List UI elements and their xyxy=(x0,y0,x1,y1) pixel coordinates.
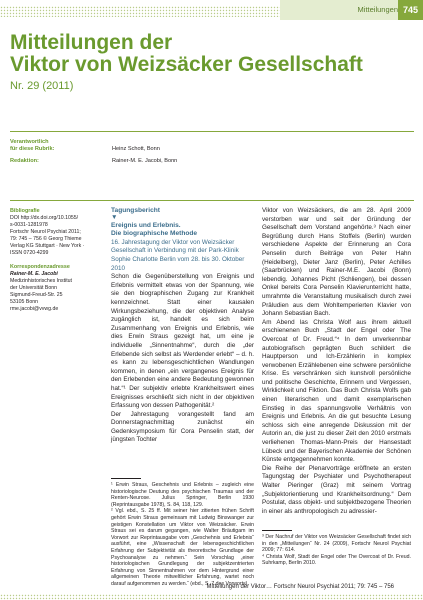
correspondence-address: Medizinhistorisches Institut der Universität Bonn Sigmund-Freud-Str. 25 53105 Bonn rme.jacobi@vvwg.de xyxy=(10,278,72,312)
article-column-1 xyxy=(111,207,254,445)
article-title: Ereignis und Erlebnis. Die biographische Methode xyxy=(111,222,198,238)
bibliografie-heading: Bibliografie xyxy=(10,208,40,214)
issue-number: Nr. 29 (2011) xyxy=(10,80,74,92)
page-title xyxy=(10,32,410,76)
article-lead: 16. Jahrestagung der Viktor von Weizsäcker Gesellschaft in Verbindung mit der Park-Klinik Sophie Charlotte Berlin vom 28. bis 30. Oktober 2010 xyxy=(111,238,245,272)
bibliografie-text: DOI http://dx.doi.org/10.1055/ s-0031-1281978 Fortschr Neurol Psychiat 2011; 79: 745 – 756 © Georg Thieme Verlag KG Stuttgart · New York · ISSN 0720-4299 xyxy=(10,215,85,256)
editor-label: Redaktion: xyxy=(10,158,39,164)
header-section-label: Mitteilungen xyxy=(357,5,398,14)
footnote-rule-1 xyxy=(111,478,141,479)
correspondence-name: Rainer-M. E. Jacobi xyxy=(10,271,58,277)
article-body-col-2: Viktor von Weizsäckers, die am 28. April 2009 verstorben war und seit der Gründung der Gesellschaft dem Vorstand angehörte.³ Nach einer Begrüßung durch Hans Stoffels (Berlin) wurden verschiedene Aspekte der Erinnerung an Cora Penselin durch Beiträge von Peter Hahn (Heidelberg), Dieter Janz (Berlin), Peter Achilles (Saarbrücken) und Rainer-M.E. Jacobi (Bonn) lebendig. Johannes Picht (Schliengen), bei dessen Onkel bereits Cora Penselin Klavierunterricht hatte, umrahmte die Veranstaltung musikalisch durch zwei Präludien aus dem Wohltemperierten Klavier von Johann Sebastian Bach. Am Abend las Christa Wolf aus ihrem aktuell erschienenen Buch „Stadt der Engel oder The Overcoat of Dr. Freud.“⁴ In dem unverkennbar autobiografisch geprägten Buch schildert die Hauptperson und Ich-Erzählerin in komplex verwobenen Erzählebenen eine schwere persönliche Krise. Es verschränken sich kunstvoll persönliche und politische Geschichte, Erinnern und Vergessen, Wirklichkeit und Fiktion. Das Buch Christa Wolfs gab einen literarischen und damit exemplarischen Einstieg in das spannungsvolle Verhältnis von Ereignis und Erlebnis. An die gut besuchte Lesung schloss sich eine anregende Diskussion mit der Autorin an, die just zu dieser Zeit den 2010 erstmals verliehenen Thomas-Mann-Preis der Hansestadt Lübeck und der Bayerischen Akademie der Schönen Künste entgegennehmen konnte. Die Reihe der Plenarvorträge eröffnete an ersten Tagungstag der Psychiater und Psychotherapeut Walter Pieringer (Graz) mit seinem Vortrag „Subjektorientierung und Krankheitsordnung.“ Dem Postulat, dass objekt- und subjektbezogene Theorien in einer als anthropologisch zu adressier- xyxy=(262,207,411,515)
responsible-value: Heinz Schott, Bonn xyxy=(112,146,160,152)
footnotes-col-2: ³ Der Nachruf der Viktor von Weizsäcker Gesellschaft findet sich in den „Mitteilungen“ Nr. 24 (2009), Fortschr Neurol Psychiat 2009; 77: 614. ⁴ Christa Wolf, Stadt der Engel oder The Overcoat of Dr. Freud. Suhrkamp, Berlin 2010. xyxy=(262,534,411,567)
article-section-label: Tagungsbericht xyxy=(111,207,160,214)
correspondence-heading: Korrespondenzadresse xyxy=(10,264,70,270)
footnotes-col-1: ¹ Erwin Straus, Geschehnis und Erlebnis – zugleich eine historiologische Deutung des psychischen Traumas und der Renten-Neurose. Julius Springer, Berlin 1930 (Reprintausgabe 1978), S. 84, 118, 129. ² Vgl. ebd., S. 25 ff. Mit seiner hier zitierten frühen Schrift gehört Erwin Straus gemeinsam mit Ludwig Binswanger zur geistigen Konstellation um Viktor von Weizsäcker. Erwin Straus sei es darum gegangen, wie Walter Bräutigam im Vorwort zur Reprintausgabe vom „Geschehnis und Erlebnis“ ausführt, eine „Wissenschaft der lebensgeschichtlichen Erfahrung der Subjektivität als theoretische Grundlage der Psychoanalyse zu nehmen.“ Sein Vorschlag „einer historiologischen Grundlegung der subjektzentrierten Erfahrung von Sinnentnahmen vor dem Hintergrund einer allgemeinen Theorie mitweltlicher Erfahrung, wartet noch darauf aufgenommen zu werden.“ (ebd., S. 7 des Vorworts). xyxy=(111,482,254,587)
footer-citation: Mitteilungen der Viktor… Fortschr Neurol Psychiat 2011; 79: 745 – 756 xyxy=(206,584,394,590)
page-number: 745 xyxy=(398,0,423,20)
page-title-line-2: Viktor von Weizsäcker Gesellschaft xyxy=(10,53,363,76)
responsible-label: Verantwortlich für diese Rubrik: xyxy=(10,139,55,152)
article-body-col-1: Schon die Gegenüberstellung von Ereignis und Erlebnis vermittelt etwas von der Spannung, wie sie den biographischen Zugang zur Krankheit kennzeichnet. Statt einer kausalen Wirkungsbeziehung, die der objektiven Analyse zugänglich ist, handelt es sich beim Zusammenhang von Ereignis und Erlebnis, wie dies Erwin Straus gezeigt hat, um eine je individuelle „Sinnentnahme“, durch die „der Erlebende sich selbst als Werdender erlebt“ – d. h. es kann zu lebensgeschichtlichen Wandlungen kommen, in denen „ein vergangenes Ereignis für den Erlebenden eine andere Bedeutung gewonnen hat.“¹ Der subjektiv erlebte Krankheitswert eines Ereignisses erschließt sich nicht in der objektiven Erfassung von dessen Pathogenität.² Der Jahrestagung vorangestellt fand am Donnerstagnachmittag zunächst ein Gedenksymposium für Cora Penselin statt, der jüngsten Tochter xyxy=(111,273,254,444)
separator-bottom xyxy=(10,200,414,201)
footnote-rule-2 xyxy=(262,530,292,531)
page-title-line-1: Mitteilungen der xyxy=(10,31,173,54)
separator-top xyxy=(10,131,414,132)
editor-value: Rainer-M. E. Jacobi, Bonn xyxy=(112,158,178,164)
section-arrow-icon: ▼ xyxy=(111,214,118,221)
footer-dotted-rule xyxy=(0,594,423,600)
